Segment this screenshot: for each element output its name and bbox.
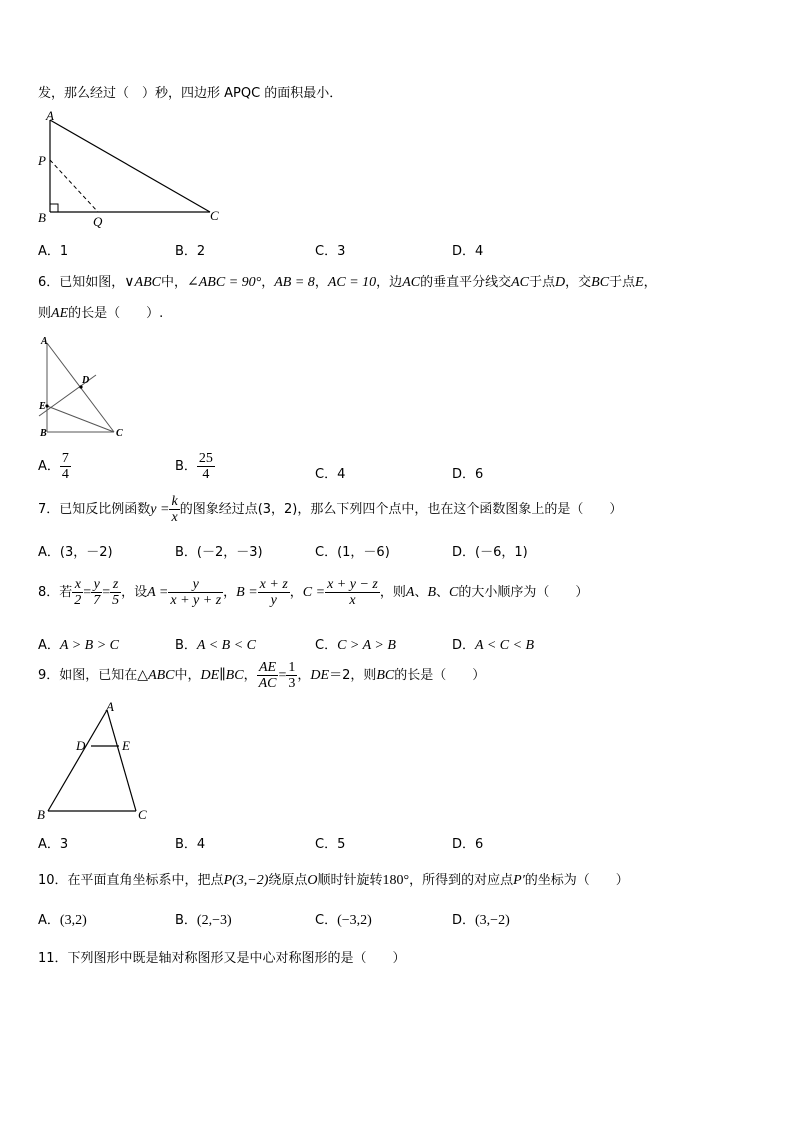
q5-option-c[interactable]: C．3: [315, 244, 346, 259]
q5-figure: [30, 108, 230, 230]
q6-option-d[interactable]: D．6: [452, 467, 484, 482]
q7-option-a[interactable]: A．(3，－2): [38, 545, 113, 560]
q9-label-B: B: [37, 807, 45, 822]
q8-option-d[interactable]: D．A < C < B: [452, 638, 535, 653]
q6-option-c[interactable]: C．4: [315, 467, 346, 482]
q8-option-c[interactable]: C．C > A > B: [315, 638, 396, 653]
q5-option-b[interactable]: B．2: [175, 244, 206, 259]
q7-option-d[interactable]: D．(－6，1): [452, 545, 528, 560]
q5-option-a[interactable]: A．1: [38, 244, 69, 259]
q9-text: 9．如图，已知在△ABC中，DE∥BC， $\frac{AE}{AC}$ = $\frac{1}{3}$ ，DE＝2，则BC的长是（ ）: [38, 660, 486, 691]
q6-line1: 6．已知如图，∨ABC中，∠ABC = 90°，AB = 8，AC = 10，边AC的垂直平分线交AC于点D，交BC于点E，: [38, 275, 657, 290]
q10-option-a[interactable]: A．(3,2): [38, 913, 87, 928]
q9-option-b[interactable]: B．4: [175, 837, 206, 852]
q6-option-a[interactable]: A． $\frac{7}{4}$: [38, 451, 69, 482]
q6-label-E: E: [39, 401, 46, 412]
q7-option-b[interactable]: B．(－2，－3): [175, 545, 263, 560]
q9-label-D: D: [76, 738, 86, 753]
q5-label-C: C: [210, 208, 219, 223]
q6-option-b[interactable]: B． $\frac{25}{4}$: [175, 451, 213, 482]
q8-option-a[interactable]: A．A > B > C: [38, 638, 119, 653]
q6-label-D: D: [82, 375, 90, 386]
q10-option-b[interactable]: B．(2,−3): [175, 913, 232, 928]
q6-figure: [34, 334, 134, 442]
q9-option-c[interactable]: C．5: [315, 837, 346, 852]
q8-text: 8．若 $\frac{x}{2}$ = $\frac{y}{7}$ = $\frac{z}{5}$ ，设A = $\frac{y}{x + y + z}$ ，B = $\frac{x + z}{y}$ ，C = $\frac{x + y - z}{x}$ ，则A、B、C的大小顺序为（ ）: [38, 577, 589, 608]
q9-figure: [34, 700, 164, 824]
q5-label-A: A: [46, 108, 54, 123]
q6-label-B: B: [40, 428, 47, 439]
q5-label-Q: Q: [93, 214, 103, 229]
q5-text: 发，那么经过（ ）秒，四边形 APQC 的面积最小．: [38, 86, 343, 101]
q7-text: 7．已知反比例函数y = $\frac{k}{x}$ 的图象经过点(3，2)，那么下列四个点中，也在这个函数图象上的是（ ）: [38, 494, 623, 525]
q10-option-c[interactable]: C．(−3,2): [315, 913, 372, 928]
q10-text: 10．在平面直角坐标系中，把点P(3,−2)绕原点O顺时针旋转180°，所得到的对应点P′的坐标为（ ）: [38, 873, 629, 888]
q10-option-d[interactable]: D．(3,−2): [452, 913, 510, 928]
q9-option-d[interactable]: D．6: [452, 837, 484, 852]
q7-option-c[interactable]: C．(1，－6): [315, 545, 390, 560]
q6-line2: 则AE的长是（ ）.: [38, 306, 164, 321]
q11-text: 11．下列图形中既是轴对称图形又是中心对称图形的是（ ）: [38, 951, 406, 966]
q8-option-b[interactable]: B．A < B < C: [175, 638, 257, 653]
q6-label-C: C: [116, 428, 123, 439]
q9-label-A: A: [106, 700, 114, 714]
q9-option-a[interactable]: A．3: [38, 837, 69, 852]
q5-label-B: B: [38, 210, 46, 225]
q9-label-E: E: [122, 738, 130, 753]
q6-label-A: A: [41, 336, 48, 347]
q9-label-C: C: [138, 807, 147, 822]
q5-label-P: P: [38, 153, 46, 168]
q5-option-d[interactable]: D．4: [452, 244, 484, 259]
